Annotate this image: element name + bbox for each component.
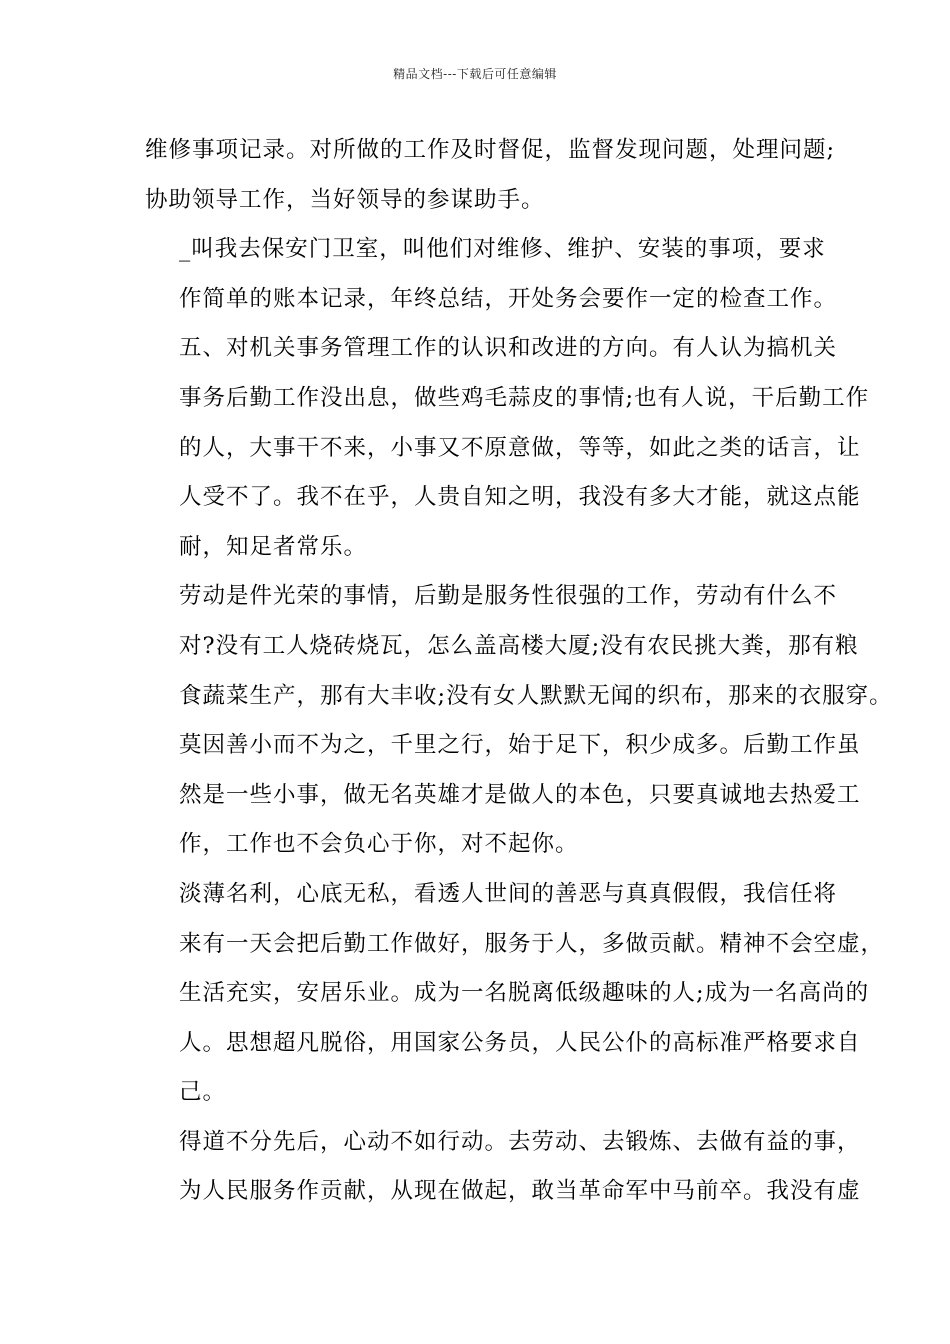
text-line: 作，工作也不会负心于你，对不起你。	[179, 831, 579, 858]
paragraph-3	[145, 324, 870, 572]
page-header: 精品文档---下载后可任意编辑	[393, 67, 557, 81]
text-line: 来有一天会把后勤工作做好，服务于人，多做贡献。精神不会空虚，	[179, 930, 885, 957]
paragraph-6	[145, 1118, 861, 1217]
paragraph-2	[145, 225, 838, 324]
text-line: 劳动是件光荣的事情，后勤是服务性很强的工作，劳动有什么不	[179, 583, 838, 610]
text-line: 维修事项记录。对所做的工作及时督促，监督发现问题，处理问题;	[145, 137, 836, 163]
text-line: 然是一些小事，做无名英雄才是做人的本色，只要真诚地去热爱工	[179, 781, 861, 808]
text-line: 为人民服务作贡献，从现在做起，敢当革命军中马前卒。我没有虚	[179, 1178, 861, 1205]
text-line: 五、对机关事务管理工作的认识和改进的方向。有人认为搞机关	[179, 335, 838, 362]
text-line: 生活充实，安居乐业。成为一名脱离低级趣味的人;成为一名高尚的	[179, 980, 870, 1007]
text-line: 人。思想超凡脱俗，用国家公务员，人民公仆的高标准严格要求自	[179, 1029, 861, 1056]
text-line: 人受不了。我不在乎，人贵自知之明，我没有多大才能，就这点能	[179, 484, 861, 511]
text-line: _叫我去保安门卫室，叫他们对维修、维护、安装的事项，要求	[179, 236, 826, 263]
text-line: 对?没有工人烧砖烧瓦，怎么盖高楼大厦;没有农民挑大粪，那有粮	[179, 632, 859, 659]
text-line: 莫因善小而不为之，千里之行，始于足下，积少成多。后勤工作虽	[179, 732, 861, 759]
text-line: 耐，知足者常乐。	[179, 533, 368, 560]
paragraph-5	[145, 870, 885, 1118]
paragraph-4	[145, 572, 893, 870]
paragraph-1	[145, 126, 836, 225]
text-line: 己。	[179, 1079, 227, 1106]
text-line: 的人，大事干不来，小事又不原意做，等等，如此之类的话言，让	[179, 434, 861, 461]
text-line: 事务后勤工作没出息，做些鸡毛蒜皮的事情;也有人说，干后勤工作	[179, 384, 870, 411]
text-line: 作简单的账本记录，年终总结，开处务会要作一定的检查工作。	[179, 285, 838, 312]
text-line: 淡薄名利，心底无私，看透人世间的善恶与真真假假，我信任将	[179, 880, 838, 907]
text-line: 得道不分先后，心动不如行动。去劳动、去锻炼、去做有益的事，	[179, 1128, 861, 1155]
document-body	[145, 126, 893, 1217]
text-line: 食蔬菜生产，那有大丰收;没有女人默默无闻的织布，那来的衣服穿。	[179, 682, 893, 709]
text-line: 协助领导工作，当好领导的参谋助手。	[145, 186, 545, 213]
